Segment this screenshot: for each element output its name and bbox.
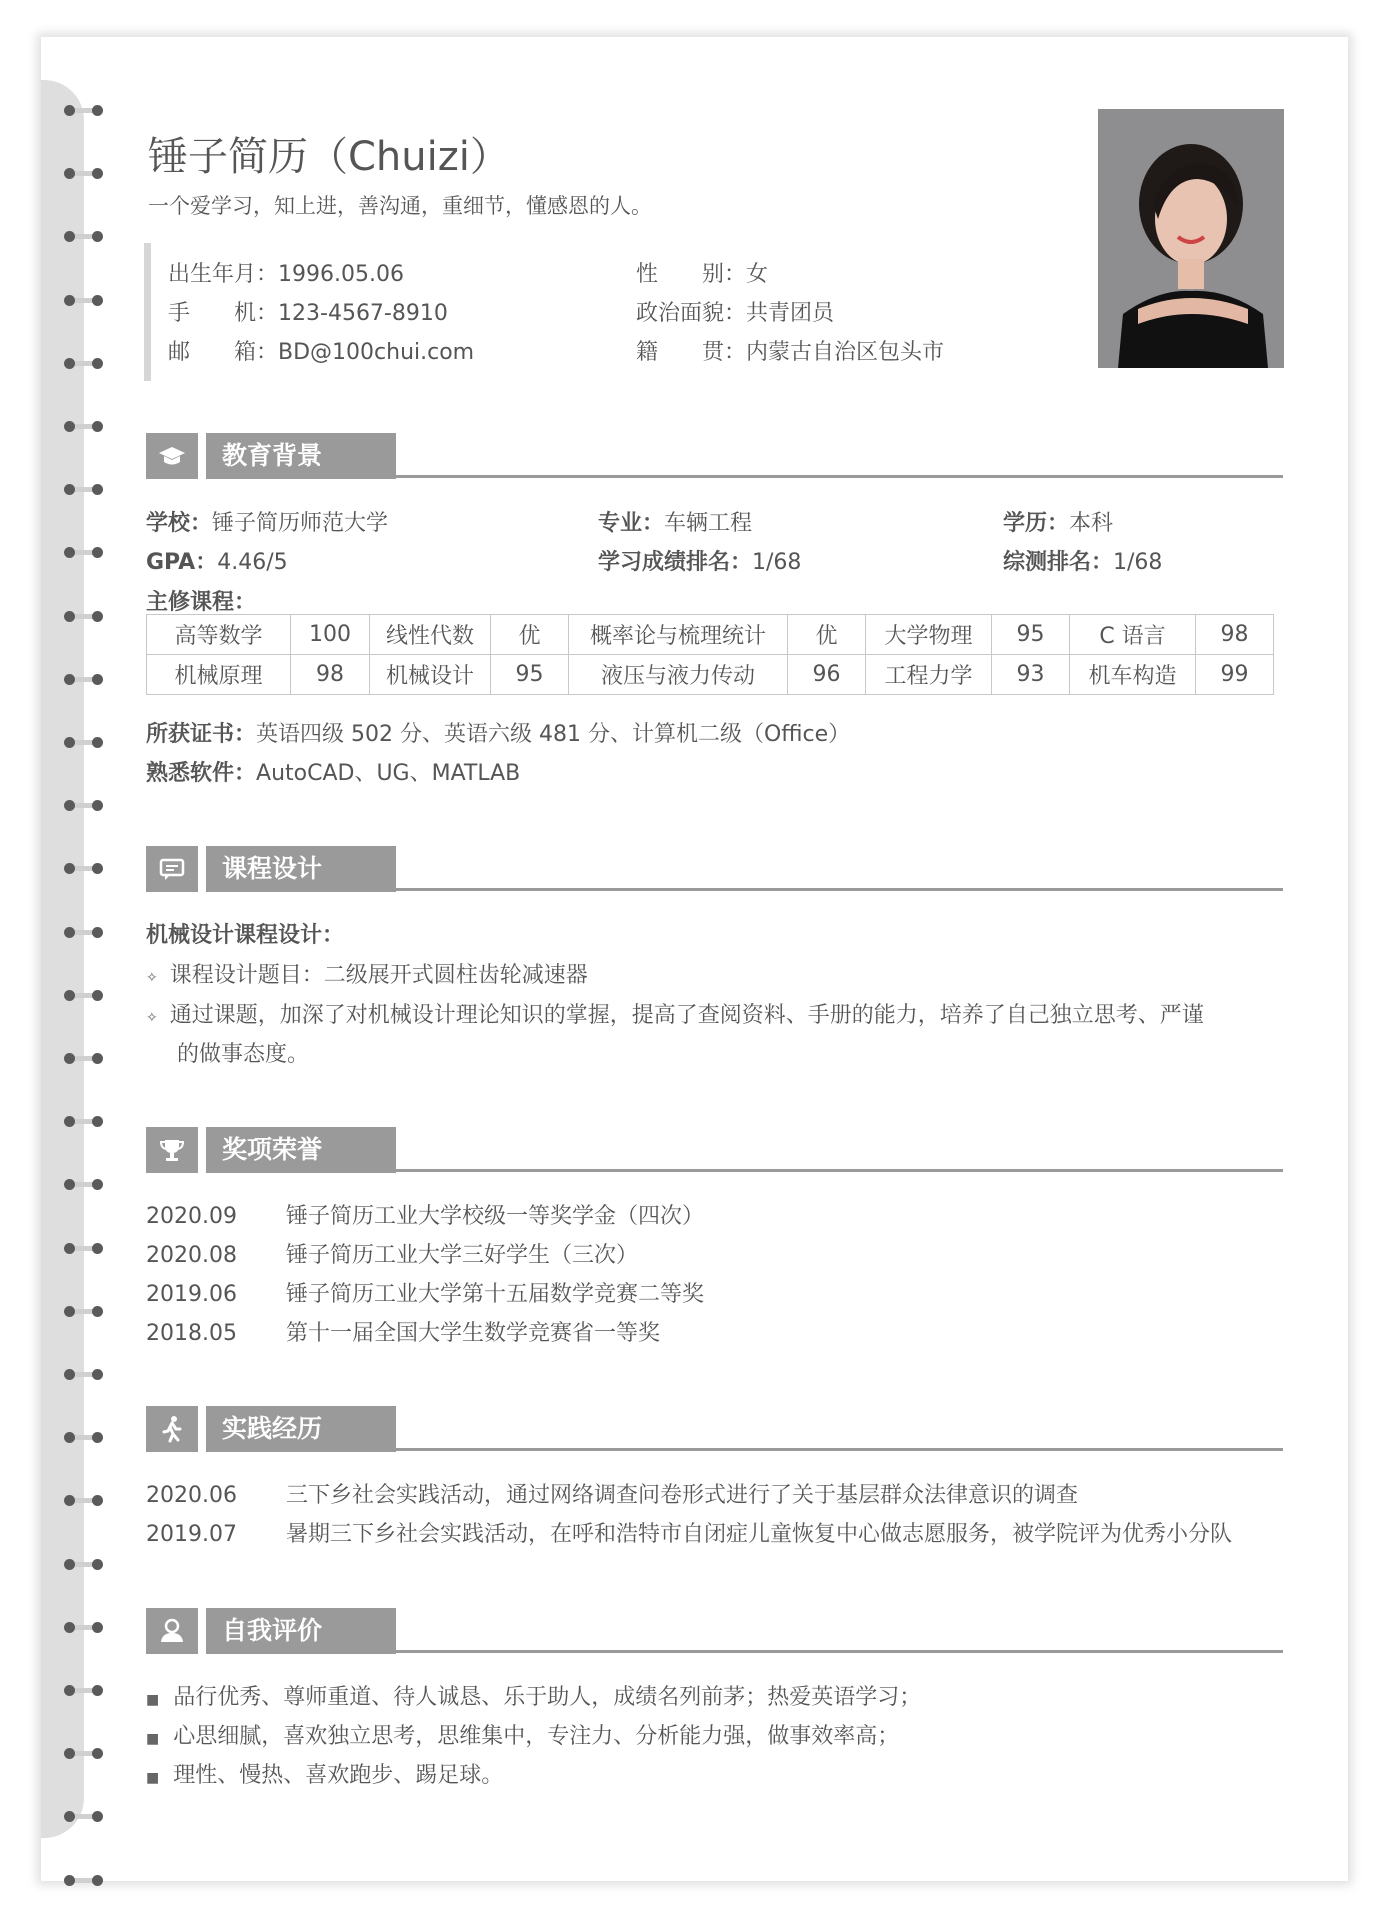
gender-row bbox=[636, 257, 768, 288]
course-name: C 语言 bbox=[1070, 615, 1196, 655]
practice-header bbox=[146, 1406, 1283, 1452]
course-score: 98 bbox=[291, 655, 370, 695]
course-name: 机车构造 bbox=[1070, 655, 1196, 695]
section-divider bbox=[396, 1169, 1283, 1172]
education-header bbox=[146, 433, 1283, 479]
self-eval-title: 自我评价 bbox=[206, 1608, 396, 1654]
binder-ring bbox=[40, 800, 84, 812]
courses-row bbox=[147, 615, 1274, 655]
school-label: 学校： bbox=[146, 511, 213, 536]
binder-ring bbox=[40, 1559, 84, 1571]
item-text: 暑期三下乡社会实践活动，在呼和浩特市自闭症儿童恢复中心做志愿服务，被学院评为优秀小分队 bbox=[286, 1522, 1233, 1547]
course-score: 95 bbox=[491, 655, 569, 695]
phone-label: 手 机： bbox=[168, 301, 279, 326]
binder-ring bbox=[40, 611, 84, 623]
user-photo bbox=[1098, 109, 1284, 368]
list-item bbox=[146, 1238, 638, 1269]
course-name: 液压与液力传动 bbox=[569, 655, 788, 695]
trophy-icon bbox=[146, 1127, 198, 1173]
item-date: 2018.05 bbox=[146, 1321, 237, 1346]
binder-ring bbox=[40, 1179, 84, 1191]
course-name: 概率论与梳理统计 bbox=[569, 615, 788, 655]
email-label: 邮 箱： bbox=[168, 340, 279, 365]
software-label: 熟悉软件： bbox=[146, 761, 257, 786]
degree-value: 本科 bbox=[1069, 511, 1114, 536]
course-score: 优 bbox=[788, 615, 866, 655]
list-item bbox=[146, 1199, 704, 1230]
cert-row bbox=[146, 717, 850, 748]
email-row bbox=[168, 335, 474, 366]
course-score: 99 bbox=[1196, 655, 1274, 695]
section-divider bbox=[396, 1448, 1283, 1451]
course-score: 95 bbox=[992, 615, 1070, 655]
binder-ring bbox=[40, 547, 84, 559]
binder-ring bbox=[40, 1369, 84, 1381]
person-icon bbox=[146, 1608, 198, 1654]
software-row bbox=[146, 756, 520, 787]
software-value: AutoCAD、UG、MATLAB bbox=[256, 761, 521, 786]
binder-ring bbox=[40, 421, 84, 433]
running-person-icon bbox=[146, 1406, 198, 1452]
resume-motto: 一个爱学习，知上进，善沟通，重细节，懂感恩的人。 bbox=[148, 194, 652, 218]
resume-name: 锤子简历（Chuizi） bbox=[148, 134, 510, 180]
list-item bbox=[146, 1758, 503, 1789]
course-name: 线性代数 bbox=[370, 615, 491, 655]
binder-ring bbox=[40, 927, 84, 939]
binder-ring bbox=[40, 105, 84, 117]
binder-ring bbox=[40, 358, 84, 370]
course-name: 高等数学 bbox=[147, 615, 291, 655]
item-text: 三下乡社会实践活动，通过网络调查问卷形式进行了关于基层群众法律意识的调查 bbox=[286, 1483, 1079, 1508]
school-value: 锤子简历师范大学 bbox=[212, 511, 389, 536]
courses-label: 主修课程： bbox=[146, 590, 257, 615]
list-item bbox=[146, 1316, 660, 1347]
list-item bbox=[146, 1277, 704, 1308]
item-text: 理性、慢热、喜欢跑步、踢足球。 bbox=[173, 1763, 504, 1788]
rank-label: 学习成绩排名： bbox=[598, 550, 753, 575]
gpa-value: 4.46/5 bbox=[217, 550, 288, 575]
diamond-bullet-icon: ✧ bbox=[146, 970, 158, 986]
politics-row bbox=[636, 296, 834, 327]
course-design-header bbox=[146, 846, 1283, 892]
square-bullet-icon: ■ bbox=[146, 1731, 160, 1747]
section-divider bbox=[396, 1650, 1283, 1653]
list-item bbox=[146, 1719, 899, 1750]
native-value: 内蒙古自治区包头市 bbox=[746, 340, 945, 365]
course-score: 优 bbox=[491, 615, 569, 655]
cert-label: 所获证书： bbox=[146, 722, 257, 747]
cert-value: 英语四级 502 分、英语六级 481 分、计算机二级（Office） bbox=[256, 722, 851, 747]
rank-value: 1/68 bbox=[752, 550, 802, 575]
item-text: 第十一届全国大学生数学竞赛省一等奖 bbox=[286, 1321, 661, 1346]
binder-ring bbox=[40, 737, 84, 749]
degree-row bbox=[1003, 506, 1113, 537]
native-label: 籍 贯： bbox=[636, 340, 747, 365]
binder-ring bbox=[40, 295, 84, 307]
course-name: 工程力学 bbox=[866, 655, 992, 695]
awards-title: 奖项荣誉 bbox=[206, 1127, 396, 1173]
item-date: 2020.09 bbox=[146, 1204, 237, 1229]
degree-label: 学历： bbox=[1003, 511, 1070, 536]
chat-icon bbox=[146, 846, 198, 892]
binder-ring bbox=[40, 1875, 84, 1887]
binder-ring bbox=[40, 1748, 84, 1760]
item-text: 锤子简历工业大学第十五届数学竞赛二等奖 bbox=[286, 1282, 705, 1307]
course-score: 98 bbox=[1196, 615, 1274, 655]
list-item bbox=[146, 1680, 921, 1711]
major-label: 专业： bbox=[598, 511, 665, 536]
politics-label: 政治面貌： bbox=[636, 301, 747, 326]
rank-row bbox=[598, 545, 801, 576]
section-divider bbox=[396, 475, 1283, 478]
binder-ring bbox=[40, 1622, 84, 1634]
list-item bbox=[146, 1478, 1078, 1509]
course-design-item-text: 通过课题，加深了对机械设计理论知识的掌握，提高了查阅资料、手册的能力，培养了自己独立思考、严谨 bbox=[169, 1003, 1204, 1028]
binder-ring bbox=[40, 1116, 84, 1128]
item-text: 锤子简历工业大学校级一等奖学金（四次） bbox=[286, 1204, 705, 1229]
item-date: 2019.07 bbox=[146, 1522, 237, 1547]
practice-title: 实践经历 bbox=[206, 1406, 396, 1452]
course-name: 机械设计 bbox=[370, 655, 491, 695]
square-bullet-icon: ■ bbox=[146, 1770, 160, 1786]
birth-row bbox=[168, 257, 404, 288]
school-row bbox=[146, 506, 388, 537]
binder-ring bbox=[40, 1811, 84, 1823]
courses-table bbox=[146, 614, 1274, 695]
item-text: 心思细腻，喜欢独立思考，思维集中，专注力、分析能力强，做事效率高； bbox=[173, 1724, 900, 1749]
binder-ring bbox=[40, 1243, 84, 1255]
diamond-bullet-icon: ✧ bbox=[146, 1010, 158, 1026]
item-date: 2019.06 bbox=[146, 1282, 237, 1307]
section-divider bbox=[396, 888, 1283, 891]
native-row bbox=[636, 335, 944, 366]
course-name: 大学物理 bbox=[866, 615, 992, 655]
awards-header bbox=[146, 1127, 1283, 1173]
course-design-subtitle: 机械设计课程设计： bbox=[146, 923, 345, 948]
item-text: 品行优秀、尊师重道、待人诚恳、乐于助人，成绩名列前茅；热爱英语学习； bbox=[173, 1685, 922, 1710]
binder-ring bbox=[40, 674, 84, 686]
binder-strip bbox=[41, 80, 84, 1838]
square-bullet-icon: ■ bbox=[146, 1692, 160, 1708]
binder-ring bbox=[40, 231, 84, 243]
course-score: 93 bbox=[992, 655, 1070, 695]
gpa-label: GPA： bbox=[146, 550, 218, 575]
self-eval-header bbox=[146, 1608, 1283, 1654]
overall-label: 综测排名： bbox=[1003, 550, 1114, 575]
politics-value: 共青团员 bbox=[746, 301, 835, 326]
major-row bbox=[598, 506, 752, 537]
major-value: 车辆工程 bbox=[664, 511, 753, 536]
info-accent-bar bbox=[144, 243, 151, 381]
list-item bbox=[146, 1517, 1232, 1548]
item-date: 2020.08 bbox=[146, 1243, 237, 1268]
course-name: 机械原理 bbox=[147, 655, 291, 695]
gpa-row bbox=[146, 545, 288, 576]
course-design-item bbox=[146, 958, 588, 989]
courses-row bbox=[147, 655, 1274, 695]
birth-label: 出生年月： bbox=[168, 262, 279, 287]
binder-ring bbox=[40, 484, 84, 496]
binder-ring bbox=[40, 990, 84, 1002]
phone-value: 123-4567-8910 bbox=[278, 301, 448, 326]
binder-ring bbox=[40, 1053, 84, 1065]
binder-ring bbox=[40, 168, 84, 180]
course-design-item-cont: 的做事态度。 bbox=[177, 1042, 310, 1067]
item-date: 2020.06 bbox=[146, 1483, 237, 1508]
gender-value: 女 bbox=[746, 262, 769, 287]
email-value[interactable]: BD@100chui.com bbox=[278, 340, 475, 365]
overall-rank-row bbox=[1003, 545, 1162, 576]
overall-value: 1/68 bbox=[1113, 550, 1163, 575]
course-design-item bbox=[146, 998, 1204, 1029]
course-design-title: 课程设计 bbox=[206, 846, 396, 892]
phone-row bbox=[168, 296, 448, 327]
binder-ring bbox=[40, 863, 84, 875]
binder-ring bbox=[40, 1432, 84, 1444]
course-design-item-text: 课程设计题目：二级展开式圆柱齿轮减速器 bbox=[169, 963, 588, 988]
birth-value: 1996.05.06 bbox=[278, 262, 404, 287]
binder-ring bbox=[40, 1306, 84, 1318]
course-score: 96 bbox=[788, 655, 866, 695]
binder-ring bbox=[40, 1495, 84, 1507]
graduation-cap-icon bbox=[146, 433, 198, 479]
item-text: 锤子简历工业大学三好学生（三次） bbox=[286, 1243, 639, 1268]
education-title: 教育背景 bbox=[206, 433, 396, 479]
binder-ring bbox=[40, 1685, 84, 1697]
gender-label: 性 别： bbox=[636, 262, 747, 287]
course-score: 100 bbox=[291, 615, 370, 655]
